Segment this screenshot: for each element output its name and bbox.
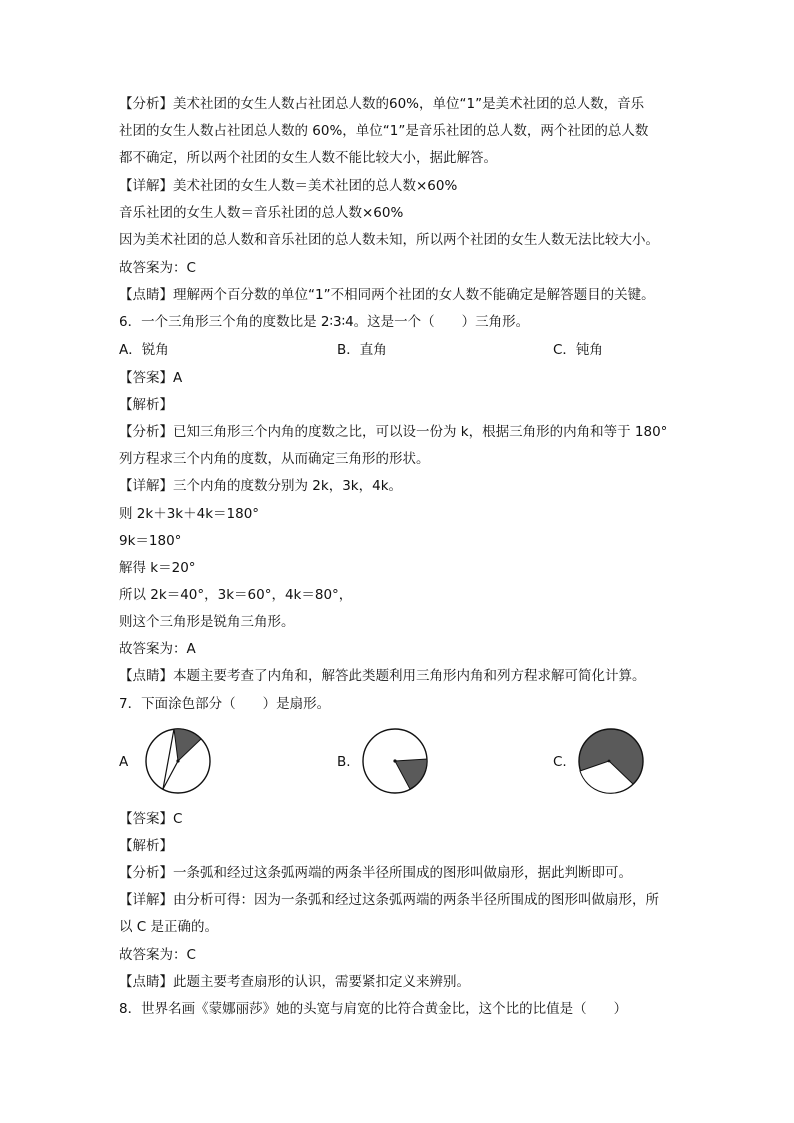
- text-line: 社团的女生人数占社团总人数的 60%，单位“1”是音乐社团的总人数，两个社团的总人数: [119, 123, 649, 139]
- text-line: 解得 k＝20°: [119, 560, 196, 576]
- text-line: 【详解】美术社团的女生人数＝美术社团的总人数×60%: [119, 178, 458, 194]
- text-line: 【分析】美术社团的女生人数占社团总人数的60%，单位“1”是美术社团的总人数，音乐: [119, 96, 645, 112]
- text-line: 故答案为：A: [119, 641, 196, 657]
- text-line: 【分析】一条弧和经过这条弧两端的两条半径所围成的图形叫做扇形，据此判断即可。: [119, 865, 632, 881]
- q7-option-c-label: C.: [553, 754, 567, 770]
- q7-option-b-label: B.: [337, 754, 351, 770]
- text-line: 则 2k＋3k＋4k＝180°: [119, 506, 260, 522]
- analysis-label: 【解析】: [119, 838, 173, 854]
- q6-option-c: C．钝角: [553, 342, 603, 358]
- text-line: 故答案为：C: [119, 260, 196, 276]
- text-line: 【点睛】本题主要考查了内角和，解答此类题利用三角形内角和列方程求解可简化计算。: [119, 668, 646, 684]
- circle-figure-a: [143, 726, 213, 796]
- q7-option-a-label: A: [119, 754, 129, 770]
- text-line: 9k＝180°: [119, 533, 182, 549]
- text-line: 【点睛】理解两个百分数的单位“1”不相同两个社团的女人数不能确定是解答题目的关键。: [119, 287, 655, 303]
- question-7: 7．下面涂色部分（ ）是扇形。: [119, 696, 331, 712]
- text-line: 因为美术社团的总人数和音乐社团的总人数未知，所以两个社团的女生人数无法比较大小。: [119, 232, 659, 248]
- circle-figure-c: [576, 726, 646, 796]
- text-line: 列方程求三个内角的度数，从而确定三角形的形状。: [119, 451, 430, 467]
- q6-option-b: B．直角: [337, 342, 387, 358]
- answer-label: 【答案】A: [119, 370, 183, 386]
- question-6: 6．一个三角形三个角的度数比是 2∶3∶4。这是一个（ ）三角形。: [119, 314, 530, 330]
- text-line: 音乐社团的女生人数＝音乐社团的总人数×60%: [119, 205, 404, 221]
- text-line: 【分析】已知三角形三个内角的度数之比，可以设一份为 k，根据三角形的内角和等于 180°: [119, 424, 668, 440]
- text-line: 则这个三角形是锐角三角形。: [119, 614, 295, 630]
- question-8: 8．世界名画《蒙娜丽莎》她的头宽与肩宽的比符合黄金比，这个比的比值是（ ）: [119, 1001, 628, 1017]
- circle-figure-b: [360, 726, 430, 796]
- text-line: 故答案为：C: [119, 947, 196, 963]
- text-line: 以 C 是正确的。: [119, 919, 219, 935]
- text-line: 【详解】三个内角的度数分别为 2k，3k，4k。: [119, 478, 403, 494]
- q6-option-a: A．锐角: [119, 342, 169, 358]
- analysis-label: 【解析】: [119, 397, 173, 413]
- answer-label: 【答案】C: [119, 811, 183, 827]
- text-line: 【详解】由分析可得：因为一条弧和经过这条弧两端的两条半径所围成的图形叫做扇形，所: [119, 892, 659, 908]
- text-line: 【点睛】此题主要考查扇形的认识，需要紧扣定义来辨别。: [119, 974, 470, 990]
- text-line: 都不确定，所以两个社团的女生人数不能比较大小，据此解答。: [119, 150, 497, 166]
- text-line: 所以 2k＝40°，3k＝60°，4k＝80°，: [119, 587, 353, 603]
